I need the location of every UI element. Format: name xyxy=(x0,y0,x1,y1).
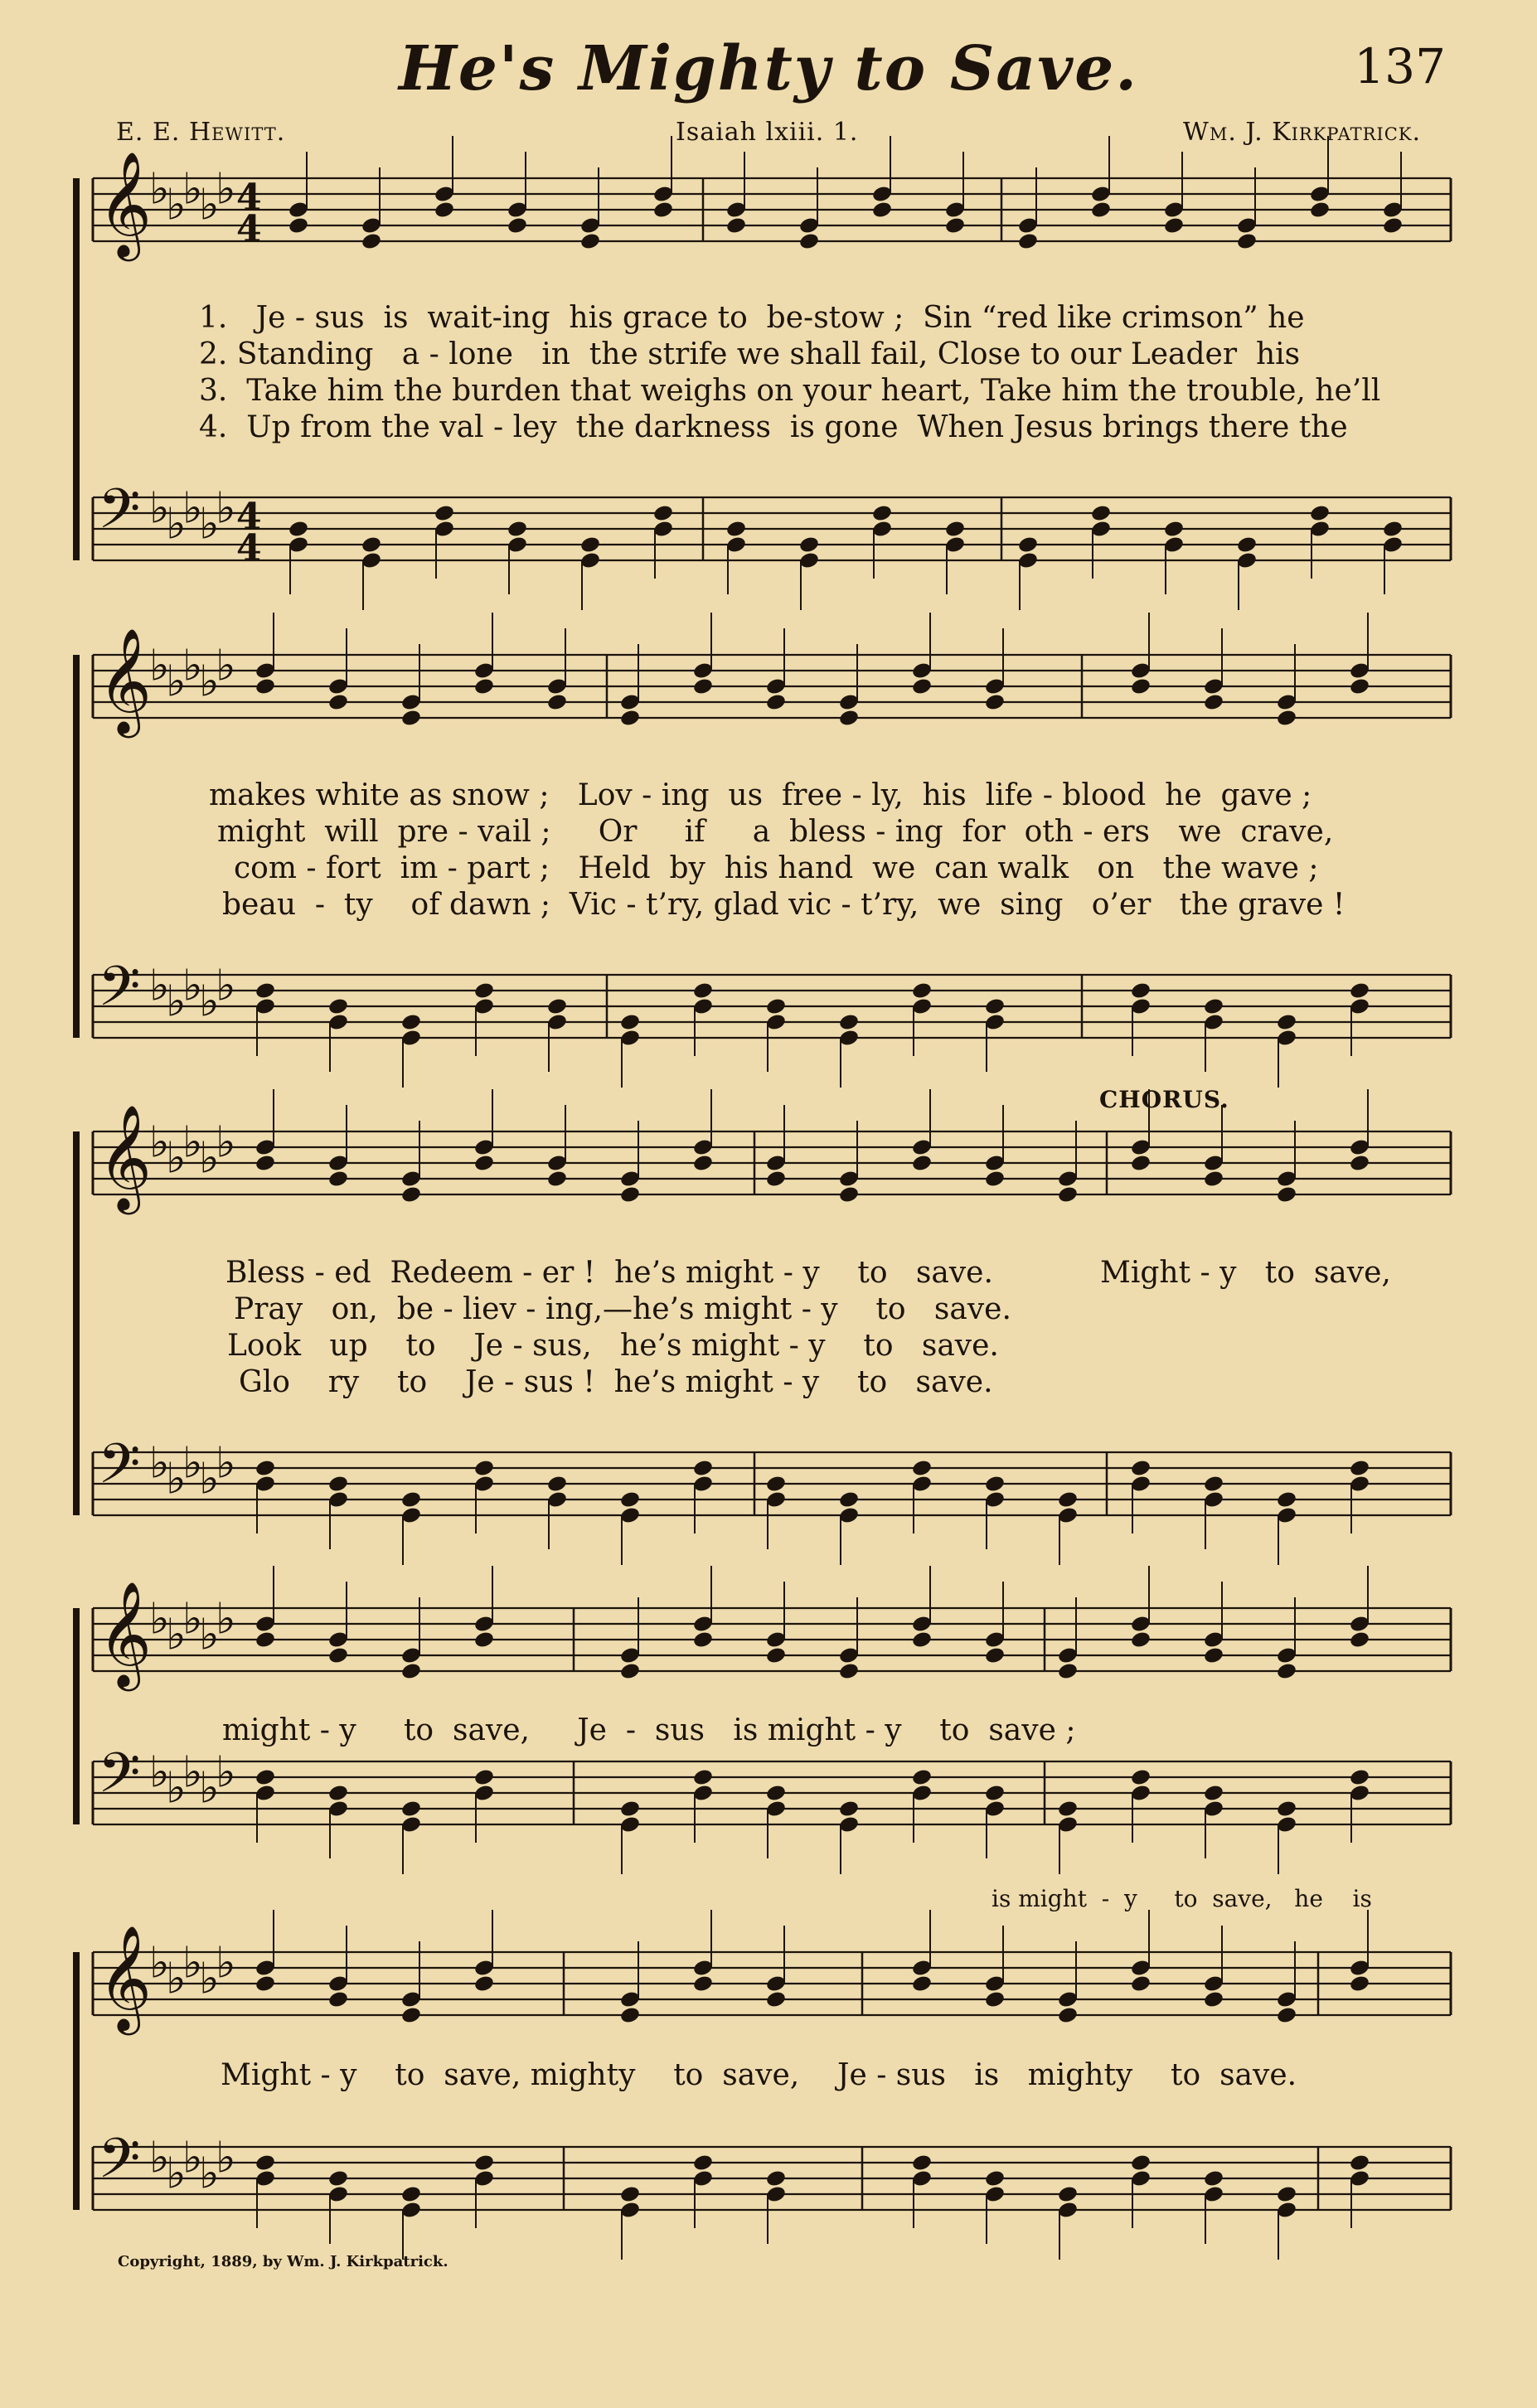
system-1-treble-note-head xyxy=(507,216,528,235)
system-3-bass-note-head xyxy=(911,1459,933,1478)
system-1-treble-note-head xyxy=(1236,232,1258,251)
system-3-treble-flat-icon: ♭ xyxy=(149,1117,170,1168)
system-3-bass-note-head xyxy=(1057,1490,1079,1509)
system-5-bass-note-head xyxy=(473,2154,495,2173)
system-5-treble-note-head xyxy=(911,1974,933,1994)
system-3-bass-note-head xyxy=(619,1490,641,1509)
system-2-bass-note-head xyxy=(619,1013,641,1032)
system-3-bass-note-head xyxy=(255,1459,276,1478)
system-1-treble-flat-icon: ♭ xyxy=(199,180,220,230)
system-4-bass-note-head xyxy=(1130,1768,1152,1787)
system-5-bass-note-head xyxy=(765,2169,787,2188)
system-2-treble-note-head xyxy=(765,693,787,712)
system-2-treble-flat-icon: ♭ xyxy=(166,657,187,707)
system-5-treble-note-head xyxy=(984,1990,1006,2009)
system-4-bass-note-head xyxy=(1057,1800,1079,1819)
system-4-treble-flat-icon: ♭ xyxy=(166,1610,187,1660)
verse-4-line-3: Glo ry to Je - sus ! he’s might - y to save. xyxy=(239,1365,993,1399)
system-3-treble-note-head xyxy=(327,1170,349,1189)
system-4-treble-flat-icon: ♭ xyxy=(182,1594,203,1645)
verse-4-line-2: beau - ty of dawn ; Vic - t’ry, glad vic - t’ry, we sing o’er the grave ! xyxy=(222,888,1345,922)
system-2-bass-note-head xyxy=(255,981,276,1001)
system-3-treble-note-head xyxy=(546,1170,568,1189)
system-1-bass-note-head xyxy=(1382,520,1404,539)
system-2-bass-flat-icon: ♭ xyxy=(166,976,187,1027)
system-5-treble-note-head xyxy=(1130,1974,1152,1994)
system-1-treble-note-head xyxy=(1017,232,1039,251)
system-3-treble-note-head xyxy=(400,1185,422,1204)
verse-1-line-3: Bless - ed Redeem - er ! he’s might - y to save. xyxy=(225,1256,993,1290)
system-5-bass-flat-icon: ♭ xyxy=(182,2133,203,2183)
system-1-treble-flat-icon: ♭ xyxy=(166,180,187,230)
system-4-bass-note-head xyxy=(327,1784,349,1803)
verse-2-line-2: might will pre - vail ; Or if a bless - ing for oth - ers we crave, xyxy=(217,815,1334,849)
system-5-bass-note-head xyxy=(692,2154,714,2173)
system-4-treble-note-head xyxy=(911,1630,933,1650)
chorus-label: CHORUS. xyxy=(1099,1086,1229,1113)
system-2-bass-note-head xyxy=(838,1013,860,1032)
system-5-treble-note-head xyxy=(255,1974,276,1994)
system-5-bass-note-head xyxy=(255,2154,276,2173)
system-4-treble-note-head xyxy=(1130,1630,1152,1650)
system-4-bass-clef-icon: 𝄢 xyxy=(98,1741,141,1819)
system-2-bass-note-head xyxy=(1276,1013,1297,1032)
system-1-bass-time-signature-bottom: 4 xyxy=(236,527,262,569)
system-5-bass-note-head xyxy=(1057,2185,1079,2204)
system-3-treble-note-head xyxy=(255,1154,276,1173)
system-4-bass-note-head xyxy=(473,1768,495,1787)
system-4-bass-note-head xyxy=(400,1800,422,1819)
system-1-bass-note-head xyxy=(1163,520,1185,539)
system-2-treble-note-head xyxy=(546,693,568,712)
system-1-bass-flat-icon: ♭ xyxy=(199,499,220,550)
system-1-treble-note-head xyxy=(798,232,820,251)
system-2-bass-note-head xyxy=(984,997,1006,1016)
system-5-bass-flat-icon: ♭ xyxy=(216,2133,236,2183)
system-1-bass-clef-icon: 𝄢 xyxy=(98,477,141,555)
system-3-treble-note-head xyxy=(1276,1185,1297,1204)
system-5-bass-note-head xyxy=(1130,2154,1152,2173)
system-3-bass-note-head xyxy=(473,1459,495,1478)
system-5-bass-note-head xyxy=(400,2185,422,2204)
system-4-bass-note-head xyxy=(619,1800,641,1819)
system-2-treble-note-head xyxy=(692,677,714,696)
system-4-bass-note-head xyxy=(1349,1768,1370,1787)
system-4-treble-note-head xyxy=(473,1630,495,1650)
system-3-treble-note-head xyxy=(619,1185,641,1204)
system-1-bass-note-head xyxy=(871,504,893,523)
system-5-bass-note-head xyxy=(984,2169,1006,2188)
system-2-treble-clef-icon: 𝄞 xyxy=(98,627,153,734)
composer-credit: Wm. J. Kirkpatrick. xyxy=(1182,118,1421,147)
system-4-treble-flat-icon: ♭ xyxy=(199,1610,220,1660)
system-4-bass-note-head xyxy=(984,1784,1006,1803)
system-4-treble-clef-icon: 𝄞 xyxy=(98,1580,153,1687)
system-5-treble-flat-icon: ♭ xyxy=(149,1938,170,1989)
system-3-treble-note-head xyxy=(1203,1170,1224,1189)
system-3-treble-clef-icon: 𝄞 xyxy=(98,1103,153,1210)
system-2-treble-note-head xyxy=(1130,677,1152,696)
system-4-treble-note-head xyxy=(400,1662,422,1681)
system-3-bass-note-head xyxy=(984,1475,1006,1494)
system-4-treble-note-head xyxy=(255,1630,276,1650)
system-2-bass-note-head xyxy=(400,1013,422,1032)
system-4-treble-note-head xyxy=(619,1662,641,1681)
system-2-bass-note-head xyxy=(1349,981,1370,1001)
system-2-bass-note-head xyxy=(1130,981,1152,1001)
system-1-treble-note-head xyxy=(1382,216,1404,235)
system-1-bass-note-head xyxy=(434,504,455,523)
system-4-bass-flat-icon: ♭ xyxy=(216,1747,236,1798)
system-1-bass-note-head xyxy=(1309,504,1331,523)
system-1-bass-note-head xyxy=(652,504,674,523)
system-5-bass-note-head xyxy=(1203,2169,1224,2188)
system-3-bass-flat-icon: ♭ xyxy=(166,1454,187,1504)
system-1-treble-note-head xyxy=(1309,201,1331,220)
system-1-bass-note-head xyxy=(1236,535,1258,555)
system-5-treble-note-head xyxy=(473,1974,495,1994)
system-3-bass-flat-icon: ♭ xyxy=(182,1438,203,1489)
chorus-line-b: might - y to save, Je - sus is might - y to save ; xyxy=(222,1713,1076,1747)
system-1-bass-flat-icon: ♭ xyxy=(216,483,236,534)
system-3-treble-note-head xyxy=(473,1154,495,1173)
system-5-treble-note-head xyxy=(765,1990,787,2009)
system-1-treble-note-head xyxy=(434,201,455,220)
system-2-bass-flat-icon: ♭ xyxy=(199,976,220,1027)
system-2-bass-flat-icon: ♭ xyxy=(182,961,203,1011)
system-1-bass-note-head xyxy=(361,535,382,555)
system-4-bass-note-head xyxy=(838,1800,860,1819)
system-1-treble-flat-icon: ♭ xyxy=(149,164,170,215)
bass-echo-lyric: is might - y to save, he is xyxy=(992,1885,1372,1912)
system-2-bass-note-head xyxy=(692,981,714,1001)
system-5-treble-flat-icon: ♭ xyxy=(216,1938,236,1989)
system-3-treble-note-head xyxy=(838,1185,860,1204)
system-3-treble-flat-icon: ♭ xyxy=(216,1117,236,1168)
system-3-treble-note-head xyxy=(911,1154,933,1173)
system-1-treble-note-head xyxy=(944,216,966,235)
system-2-bass-note-head xyxy=(546,997,568,1016)
verse-3-line-1: 3. Take him the burden that weighs on your heart, Take him the trouble, he’ll xyxy=(199,374,1381,408)
system-4-treble-note-head xyxy=(1349,1630,1370,1650)
system-1-bass-note-head xyxy=(798,535,820,555)
author-credit: E. E. Hewitt. xyxy=(116,118,286,147)
system-3-bass-note-head xyxy=(400,1490,422,1509)
copyright-notice: Copyright, 1889, by Wm. J. Kirkpatrick. xyxy=(118,2253,448,2270)
system-3-bass-note-head xyxy=(1276,1490,1297,1509)
system-3-treble-note-head xyxy=(1349,1154,1370,1173)
system-1-treble-note-head xyxy=(871,201,893,220)
system-4-bass-flat-icon: ♭ xyxy=(182,1747,203,1798)
system-4-bass-note-head xyxy=(765,1784,787,1803)
chorus-line-c: Might - y to save, mighty to save, Je - sus is mighty to save. xyxy=(221,2058,1297,2092)
system-5-bass-note-head xyxy=(619,2185,641,2204)
system-3-bass-note-head xyxy=(1130,1459,1152,1478)
system-1-bass-flat-icon: ♭ xyxy=(149,483,170,534)
system-4-bass-note-head xyxy=(255,1768,276,1787)
system-3-bass-note-head xyxy=(692,1459,714,1478)
system-1-treble-flat-icon: ♭ xyxy=(216,164,236,215)
page-number: 137 xyxy=(1354,38,1446,94)
system-2-bass-note-head xyxy=(911,981,933,1001)
system-2-treble-note-head xyxy=(1349,677,1370,696)
system-5-treble-note-head xyxy=(619,2006,641,2025)
system-5-treble-flat-icon: ♭ xyxy=(166,1954,187,2004)
system-2-bass-note-head xyxy=(1203,997,1224,1016)
verse-2-line-3: Pray on, be - liev - ing,—he’s might - y to save. xyxy=(234,1292,1011,1326)
system-2-treble-note-head xyxy=(1276,709,1297,728)
system-3-treble-flat-icon: ♭ xyxy=(182,1117,203,1168)
system-1-treble-note-head xyxy=(361,232,382,251)
system-4-treble-note-head xyxy=(1203,1646,1224,1665)
system-1-treble-note-head xyxy=(288,216,309,235)
system-5-bass-flat-icon: ♭ xyxy=(166,2149,187,2199)
verse-1-line-2: makes white as snow ; Lov - ing us free - ly, his life - blood he gave ; xyxy=(209,778,1312,812)
verse-3-line-2: com - fort im - part ; Held by his hand we can walk on the wave ; xyxy=(234,851,1319,885)
system-5-bass-note-head xyxy=(327,2169,349,2188)
system-2-bass-clef-icon: 𝄢 xyxy=(98,954,141,1032)
system-4-treble-note-head xyxy=(765,1646,787,1665)
system-4-bass-note-head xyxy=(911,1768,933,1787)
system-5-treble-note-head xyxy=(1203,1990,1224,2009)
system-1-bass-note-head xyxy=(579,535,601,555)
chorus-line-a: Might - y to save, xyxy=(1100,1256,1391,1290)
system-1-bass-flat-icon: ♭ xyxy=(166,499,187,550)
system-2-treble-note-head xyxy=(400,709,422,728)
system-5-treble-note-head xyxy=(1276,2006,1297,2025)
verse-4-line-1: 4. Up from the val - ley the darkness is gone When Jesus brings there the xyxy=(199,410,1348,444)
system-3-bass-note-head xyxy=(546,1475,568,1494)
system-1-bass-note-head xyxy=(944,520,966,539)
system-3-bass-clef-icon: 𝄢 xyxy=(98,1432,141,1509)
system-2-treble-flat-icon: ♭ xyxy=(149,641,170,691)
system-3-treble-note-head xyxy=(765,1170,787,1189)
system-4-treble-note-head xyxy=(327,1646,349,1665)
system-3-bass-flat-icon: ♭ xyxy=(216,1438,236,1489)
system-3-treble-note-head xyxy=(984,1170,1006,1189)
system-3-bass-note-head xyxy=(838,1490,860,1509)
system-5-treble-note-head xyxy=(692,1974,714,1994)
system-4-bass-note-head xyxy=(1276,1800,1297,1819)
verse-1-line-1: 1. Je - sus is wait-ing his grace to be-stow ; Sin “red like crimson” he xyxy=(199,301,1305,335)
system-3-treble-note-head xyxy=(1130,1154,1152,1173)
system-1-treble-note-head xyxy=(725,216,747,235)
system-5-bass-note-head xyxy=(1276,2185,1297,2204)
system-3-bass-flat-icon: ♭ xyxy=(199,1454,220,1504)
system-5-bass-flat-icon: ♭ xyxy=(149,2133,170,2183)
system-3-bass-note-head xyxy=(1203,1475,1224,1494)
system-4-treble-note-head xyxy=(1276,1662,1297,1681)
system-2-bass-flat-icon: ♭ xyxy=(216,961,236,1011)
system-4-treble-note-head xyxy=(984,1646,1006,1665)
system-1-bass-note-head xyxy=(288,520,309,539)
system-4-bass-note-head xyxy=(692,1768,714,1787)
system-2-treble-note-head xyxy=(984,693,1006,712)
system-4-bass-flat-icon: ♭ xyxy=(199,1763,220,1814)
system-2-treble-note-head xyxy=(473,677,495,696)
system-4-treble-flat-icon: ♭ xyxy=(216,1594,236,1645)
system-3-bass-flat-icon: ♭ xyxy=(149,1438,170,1489)
system-1-treble-note-head xyxy=(652,201,674,220)
scripture-reference: Isaiah lxiii. 1. xyxy=(676,118,859,147)
system-5-bass-note-head xyxy=(911,2154,933,2173)
system-4-treble-note-head xyxy=(838,1662,860,1681)
system-2-treble-note-head xyxy=(619,709,641,728)
system-5-treble-flat-icon: ♭ xyxy=(182,1938,203,1989)
system-5-treble-flat-icon: ♭ xyxy=(199,1954,220,2004)
system-3-treble-flat-icon: ♭ xyxy=(166,1133,187,1184)
system-2-treble-note-head xyxy=(255,677,276,696)
system-1-treble-time-signature-top: 4 xyxy=(236,177,262,219)
system-1-treble-time-signature-bottom: 4 xyxy=(236,208,262,250)
system-2-bass-note-head xyxy=(327,997,349,1016)
system-5-bass-flat-icon: ♭ xyxy=(199,2149,220,2199)
system-2-bass-note-head xyxy=(473,981,495,1001)
system-4-bass-flat-icon: ♭ xyxy=(149,1747,170,1798)
system-2-bass-note-head xyxy=(765,997,787,1016)
system-3-treble-note-head xyxy=(692,1154,714,1173)
system-1-bass-time-signature-top: 4 xyxy=(236,496,262,538)
system-1-bass-note-head xyxy=(725,520,747,539)
system-2-treble-note-head xyxy=(1203,693,1224,712)
system-1-bass-flat-icon: ♭ xyxy=(182,483,203,534)
system-1-treble-note-head xyxy=(579,232,601,251)
system-1-bass-note-head xyxy=(507,520,528,539)
system-1-bass-note-head xyxy=(1090,504,1112,523)
system-3-bass-note-head xyxy=(765,1475,787,1494)
system-1-treble-flat-icon: ♭ xyxy=(182,164,203,215)
system-4-treble-note-head xyxy=(1057,1662,1079,1681)
system-2-treble-note-head xyxy=(911,677,933,696)
system-3-treble-note-head xyxy=(1057,1185,1079,1204)
system-4-bass-note-head xyxy=(1203,1784,1224,1803)
system-5-treble-note-head xyxy=(400,2006,422,2025)
hymn-title: He's Mighty to Save. xyxy=(398,33,1139,104)
system-2-bass-flat-icon: ♭ xyxy=(149,961,170,1011)
system-3-bass-note-head xyxy=(327,1475,349,1494)
system-4-treble-flat-icon: ♭ xyxy=(149,1594,170,1645)
system-4-treble-note-head xyxy=(692,1630,714,1650)
system-5-treble-note-head xyxy=(1057,2006,1079,2025)
system-2-treble-flat-icon: ♭ xyxy=(199,657,220,707)
system-4-bass-flat-icon: ♭ xyxy=(166,1763,187,1814)
system-2-treble-flat-icon: ♭ xyxy=(182,641,203,691)
verse-2-line-1: 2. Standing a - lone in the strife we shall fail, Close to our Leader his xyxy=(199,337,1301,371)
system-5-treble-note-head xyxy=(1349,1974,1370,1994)
system-1-treble-clef-icon: 𝄞 xyxy=(98,150,153,257)
verse-3-line-3: Look up to Je - sus, he’s might - y to save. xyxy=(227,1329,999,1363)
system-2-treble-note-head xyxy=(838,709,860,728)
system-2-treble-flat-icon: ♭ xyxy=(216,641,236,691)
system-1-treble-note-head xyxy=(1090,201,1112,220)
system-1-treble-note-head xyxy=(1163,216,1185,235)
system-5-bass-clef-icon: 𝄢 xyxy=(98,2126,141,2204)
system-3-treble-flat-icon: ♭ xyxy=(199,1133,220,1184)
system-2-treble-note-head xyxy=(327,693,349,712)
system-5-treble-note-head xyxy=(327,1990,349,2009)
system-5-bass-note-head xyxy=(1349,2154,1370,2173)
system-3-bass-note-head xyxy=(1349,1459,1370,1478)
system-1-bass-note-head xyxy=(1017,535,1039,555)
system-5-treble-clef-icon: 𝄞 xyxy=(98,1924,153,2031)
